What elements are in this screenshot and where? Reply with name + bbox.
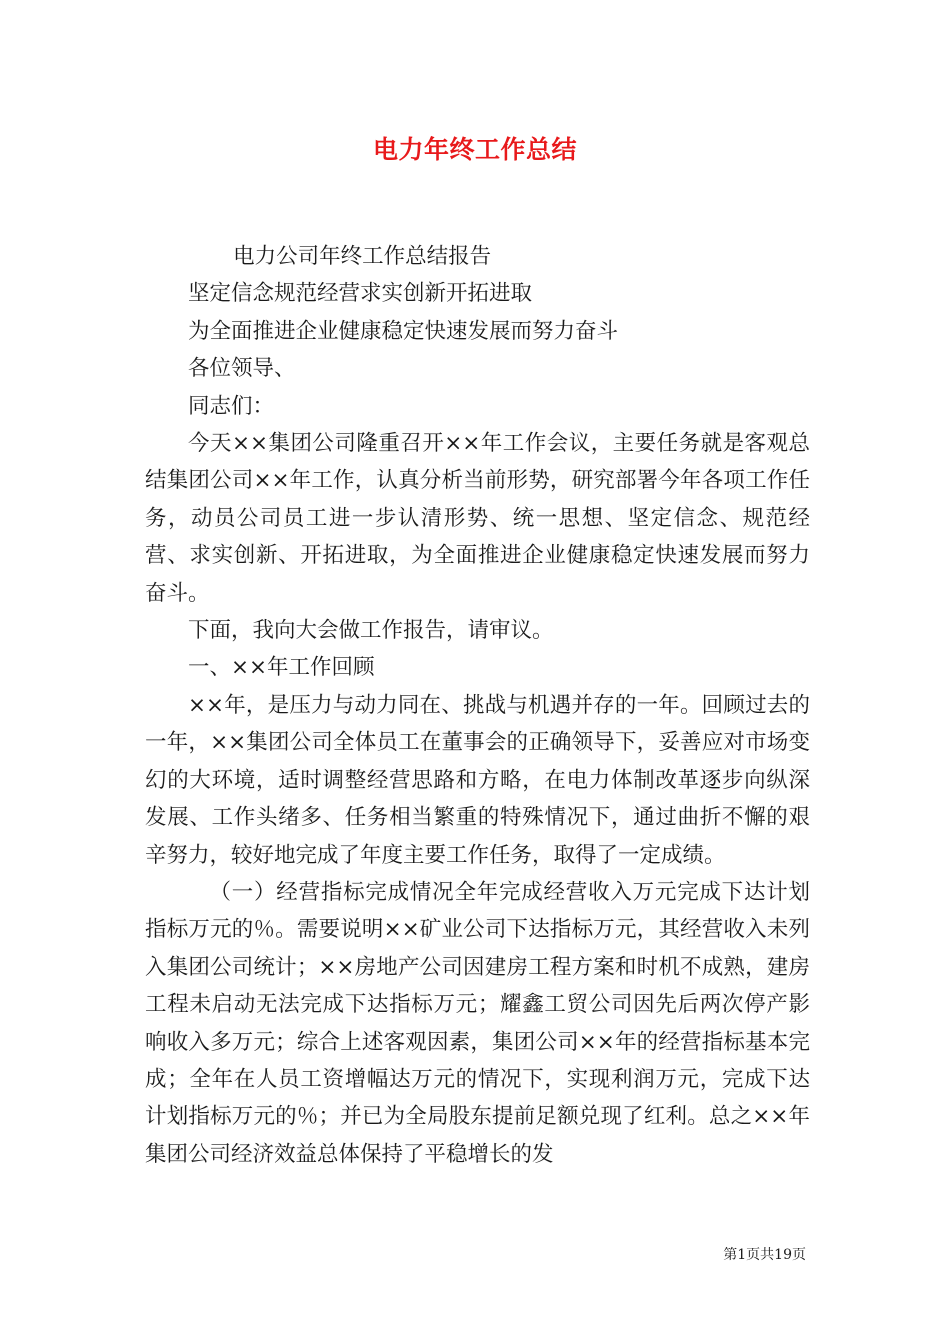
slogan-line-2: 为全面推进企业健康稳定快速发展而努力奋斗 bbox=[188, 318, 619, 344]
report-request-paragraph: 下面，我向大会做工作报告，请审议。 bbox=[188, 618, 554, 644]
intro-paragraph: 今天××集团公司隆重召开××年工作会议，主要任务就是客观总结集团公司××年工作，认真分析当前形势，研究部署今年各项工作任务，动员公司员工进一步认清形势、统一思想、坚定信念、规范经营、求实创新、开拓进取，为全面推进企业健康稳定快速发展而努力奋斗。 bbox=[145, 431, 810, 606]
document-title: 电力年终工作总结 bbox=[372, 135, 577, 164]
salutation-line-1: 各位领导、 bbox=[188, 356, 296, 382]
section-heading: 一、××年工作回顾 bbox=[188, 655, 375, 681]
document-body bbox=[145, 238, 810, 1173]
report-subtitle: 电力公司年终工作总结报告 bbox=[233, 244, 492, 269]
salutation-line-2: 同志们： bbox=[188, 393, 275, 419]
business-indicators-paragraph: （一）经营指标完成情况全年完成经营收入万元完成下达计划指标万元的％。需要说明××矿业公司下达指标万元，其经营收入未列入集团公司统计；××房地产公司因建房工程方案和时机不成熟，建房工程未启动无法完成下达指标万元；耀鑫工贸公司因先后两次停产影响收入多万元；综合上述客观因素，集团公司××年的经营指标基本完成；全年在人员工资增幅达万元的情况下，实现利润万元，完成下达计划指标万元的％；并已为全局股东提前足额兑现了红利。总之××年集团公司经济效益总体保持了平稳增长的发 bbox=[145, 879, 810, 1167]
page-number: 第1页共19页 bbox=[723, 1247, 806, 1263]
review-paragraph: ××年，是压力与动力同在、挑战与机遇并存的一年。回顾过去的一年，××集团公司全体员工在董事会的正确领导下，妥善应对市场变幻的大环境，适时调整经营思路和方略，在电力体制改革逐步向纵深发展、工作头绪多、任务相当繁重的特殊情况下，通过曲折不懈的艰辛努力，较好地完成了年度主要工作任务，取得了一定成绩。 bbox=[145, 692, 810, 868]
slogan-line-1: 坚定信念规范经营求实创新开拓进取 bbox=[188, 281, 533, 307]
